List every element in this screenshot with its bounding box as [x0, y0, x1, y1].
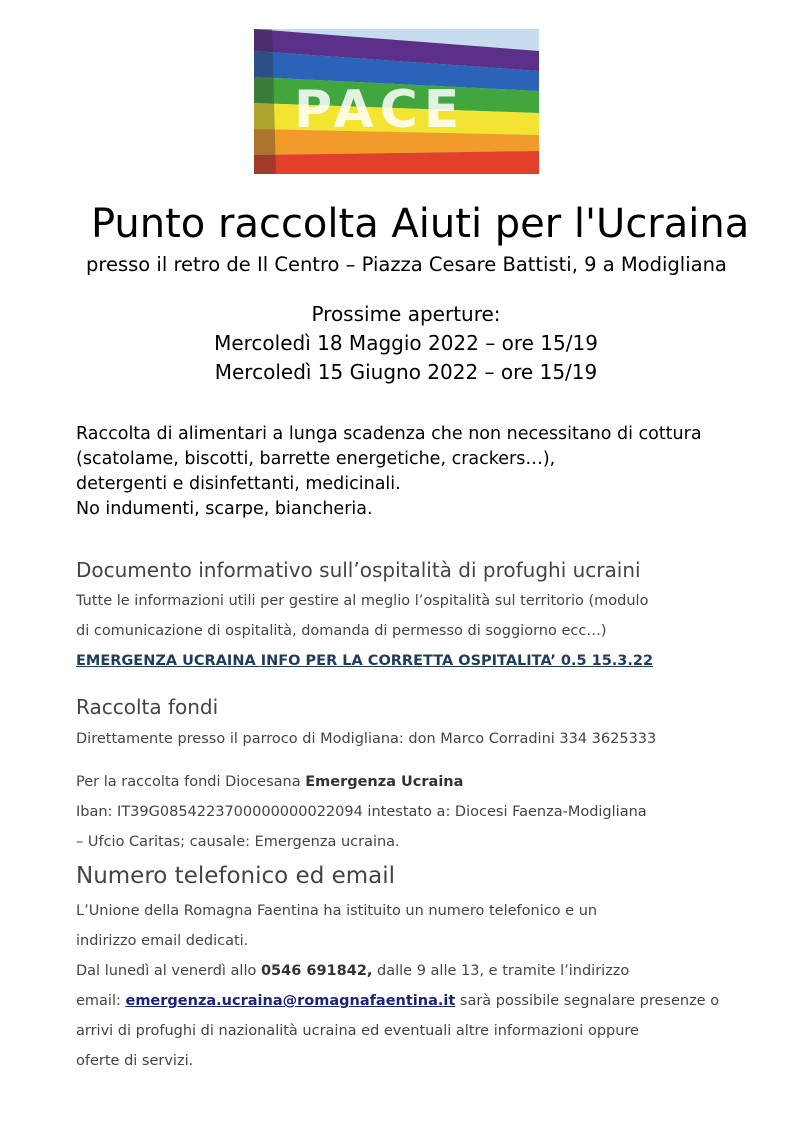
- location-subtitle: presso il retro de Il Centro – Piazza Cesare Battisti, 9 a Modigliana: [86, 253, 727, 276]
- contact-line: indirizzo email dedicati.: [76, 933, 249, 949]
- openings-heading: Prossime aperture:: [311, 302, 501, 326]
- page-title: Punto raccolta Aiuti per l'Ucraina: [91, 201, 750, 247]
- collection-line: (scatolame, biscotti, barrette energetiche, crackers…),: [76, 449, 556, 469]
- diocese-fundraising: [76, 767, 463, 797]
- contact-email-line: [76, 986, 719, 1016]
- contact-line: L’Unione della Romagna Faentina ha istituito un numero telefonico e un: [76, 903, 598, 919]
- contact-line: arrivi di profughi di nazionalità ucraina ed eventuali altre informazioni oppure: [76, 1023, 639, 1039]
- openings-block: [0, 300, 793, 387]
- iban-line: Iban: IT39G0854223700000000022094 intestato a: Diocesi Faenza-Modigliana: [76, 804, 647, 820]
- contact-line: oferte di servizi.: [76, 1053, 194, 1069]
- ospitalita-document-link[interactable]: EMERGENZA UCRAINA INFO PER LA CORRETTA OSPITALITA’ 0.5 15.3.22: [76, 653, 654, 669]
- collection-line: No indumenti, scarpe, biancheria.: [76, 499, 373, 519]
- email-prefix: email:: [76, 993, 126, 1009]
- peace-flag-image: [254, 29, 539, 174]
- diocese-campaign-name: Emergenza Ucraina: [305, 774, 464, 790]
- opening-date: Mercoledì 15 Giugno 2022 – ore 15/19: [214, 360, 598, 384]
- collection-list: [76, 422, 702, 522]
- opening-date: Mercoledì 18 Maggio 2022 – ore 15/19: [214, 331, 598, 355]
- diocese-prefix: Per la raccolta fondi Diocesana: [76, 774, 306, 790]
- email-link[interactable]: emergenza.ucraina@romagnafaentina.it: [125, 993, 456, 1009]
- contact-phone-line: [76, 956, 629, 986]
- doc-section-heading: Documento informativo sull’ospitalità di profughi ucraini: [76, 558, 641, 582]
- phone-suffix: dalle 9 alle 13, e tramite l’indirizzo: [372, 963, 630, 979]
- flag-text: PACE: [294, 80, 466, 140]
- doc-section-line: Tutte le informazioni utili per gestire al meglio l’ospitalità sul territorio (modulo: [76, 593, 649, 609]
- cause-line: – Ufcio Caritas; causale: Emergenza ucraina.: [76, 834, 400, 850]
- doc-section-line: di comunicazione di ospitalità, domanda di permesso di soggiorno ecc…): [76, 623, 607, 639]
- email-suffix: sarà possibile segnalare presenze o: [455, 993, 720, 1009]
- collection-line: detergenti e disinfettanti, medicinali.: [76, 474, 401, 494]
- phone-prefix: Dal lunedì al venerdì allo: [76, 963, 261, 979]
- phone-number[interactable]: 0546 691842,: [260, 963, 373, 979]
- parish-contact: Direttamente presso il parroco di Modigliana: don Marco Corradini 334 3625333: [76, 731, 657, 747]
- collection-line: Raccolta di alimentari a lunga scadenza che non necessitano di cottura: [76, 424, 702, 444]
- fund-section-heading: Raccolta fondi: [76, 695, 219, 719]
- contact-section-heading: Numero telefonico ed email: [76, 863, 396, 889]
